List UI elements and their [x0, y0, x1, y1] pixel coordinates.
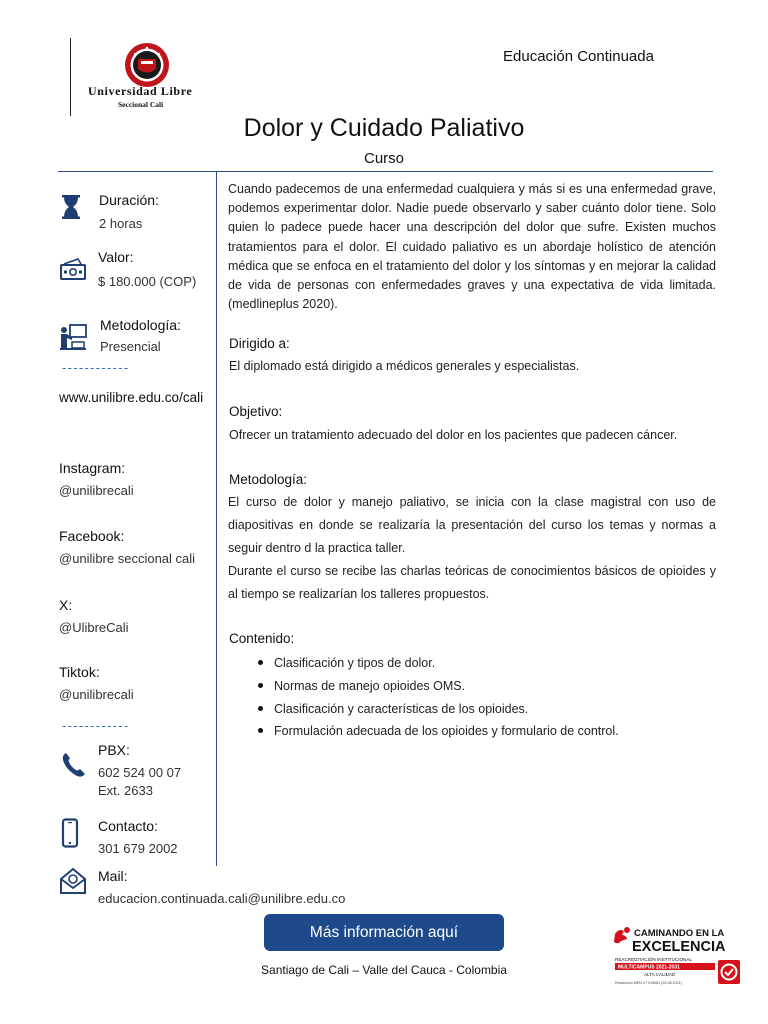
logo-divider	[70, 38, 71, 116]
pbx-extension: Ext. 2633	[98, 783, 153, 798]
badge-line-3: REACREDITACIÓN INSTITUCIONAL	[615, 957, 692, 962]
content-heading: Contenido:	[229, 631, 295, 646]
badge-line-4: MULTICAMPUS 2021-2031	[618, 964, 680, 971]
pbx-label: PBX:	[98, 742, 130, 758]
mail-address[interactable]: educacion.continuada.cali@unilibre.edu.co	[98, 891, 346, 906]
objective-text: Ofrecer un tratamiento adecuado del dolor en los pacientes que padecen cáncer.	[229, 428, 678, 442]
mobile-phone-icon	[55, 818, 85, 848]
org-branch: Seccional Cali	[118, 100, 164, 109]
facebook-label: Facebook:	[59, 528, 125, 544]
list-item: Clasificación y tipos de dolor.	[253, 654, 619, 677]
mail-label: Mail:	[98, 868, 128, 884]
money-icon	[58, 254, 88, 284]
pbx-number: 602 524 00 07	[98, 765, 182, 780]
list-item: Normas de manejo opioides OMS.	[253, 677, 619, 700]
phone-icon	[59, 750, 89, 780]
target-text: El diplomado está dirigido a médicos generales y especialistas.	[229, 359, 580, 373]
more-info-button[interactable]: Más información aquí	[264, 914, 504, 951]
facebook-handle[interactable]: @unilibre seccional cali	[59, 551, 196, 566]
methodology-label: Metodología:	[100, 317, 181, 333]
accreditation-badge	[612, 924, 742, 990]
x-handle[interactable]: @UlibreCali	[59, 620, 129, 635]
section-title: Educación Continuada	[503, 48, 654, 65]
footer-location: Santiago de Cali – Valle del Cauca - Colombia	[261, 963, 507, 977]
methodology-heading: Metodología:	[229, 472, 308, 487]
badge-line-2: EXCELENCIA	[632, 939, 726, 955]
page-title: Dolor y Cuidado Paliativo	[243, 114, 525, 142]
methodology-paragraph-1: El curso de dolor y manejo paliativo, se inicia con la clase magistral con uso de diapositivas en donde se realizaría la presentación del curso los temas y normas a seguir dentro d la practica taller.	[228, 495, 716, 555]
mail-icon	[58, 866, 88, 896]
university-seal-logo	[124, 42, 170, 88]
badge-line-1: CAMINANDO EN LA	[634, 928, 725, 939]
list-item: Formulación adecuada de los opioides y formulario de control.	[253, 722, 619, 745]
objective-heading: Objetivo:	[229, 404, 283, 419]
badge-line-5: ALTA CALIDAD	[644, 972, 676, 977]
org-name: Universidad Libre	[88, 84, 193, 98]
tiktok-label: Tiktok:	[59, 664, 100, 680]
instagram-handle[interactable]: @unilibrecali	[59, 483, 134, 498]
list-item: Clasificación y características de los opioides.	[253, 700, 619, 723]
duration-value: 2 horas	[99, 216, 143, 231]
sidebar-separator: ------------	[62, 360, 130, 375]
intro-paragraph: Cuando padecemos de una enfermedad cualquiera y más si es una enfermedad grave, podemos experimentar dolor. Nadie puede observarlo y saber cuánto dolor tiene. Solo quien lo padece puede hacer una descripción del dolor que sufre. Existen muchos tratamientos para el dolor. El cuidado paliativo es un abordaje holístico de atención médica que se enfoca en el tratamiento del dolor y los síntomas y en mejorar la calidad de vida de personas con enfermedades graves y una expectativa de vida limitada. (medlineplus 2020).	[228, 182, 716, 312]
price-label: Valor:	[98, 249, 134, 265]
content-list	[253, 654, 619, 745]
sidebar-separator-2: ------------	[62, 718, 130, 733]
badge-line-6: Resolución MEN n.º 015061 (25-08-2021)	[615, 981, 682, 985]
target-heading: Dirigido a:	[229, 336, 290, 351]
duration-label: Duración:	[99, 192, 159, 208]
methodology-paragraph-2: Durante el curso se recibe las charlas teóricas de conocimientos básicos de opioides y al tiempo se realizarían los talleres propuestos.	[228, 564, 716, 601]
x-label: X:	[59, 597, 73, 613]
page-subtitle: Curso	[363, 150, 404, 167]
title-divider	[58, 171, 713, 172]
tiktok-handle[interactable]: @unilibrecali	[59, 687, 134, 702]
teacher-board-icon	[58, 322, 88, 352]
methodology-value: Presencial	[100, 339, 161, 354]
hourglass-icon	[56, 192, 86, 222]
contact-value: 301 679 2002	[98, 841, 178, 856]
instagram-label: Instagram:	[59, 460, 126, 476]
price-value: $ 180.000 (COP)	[98, 274, 197, 289]
contact-label: Contacto:	[98, 818, 158, 834]
website-link[interactable]: www.unilibre.edu.co/cali	[59, 390, 204, 405]
column-divider	[216, 172, 217, 866]
